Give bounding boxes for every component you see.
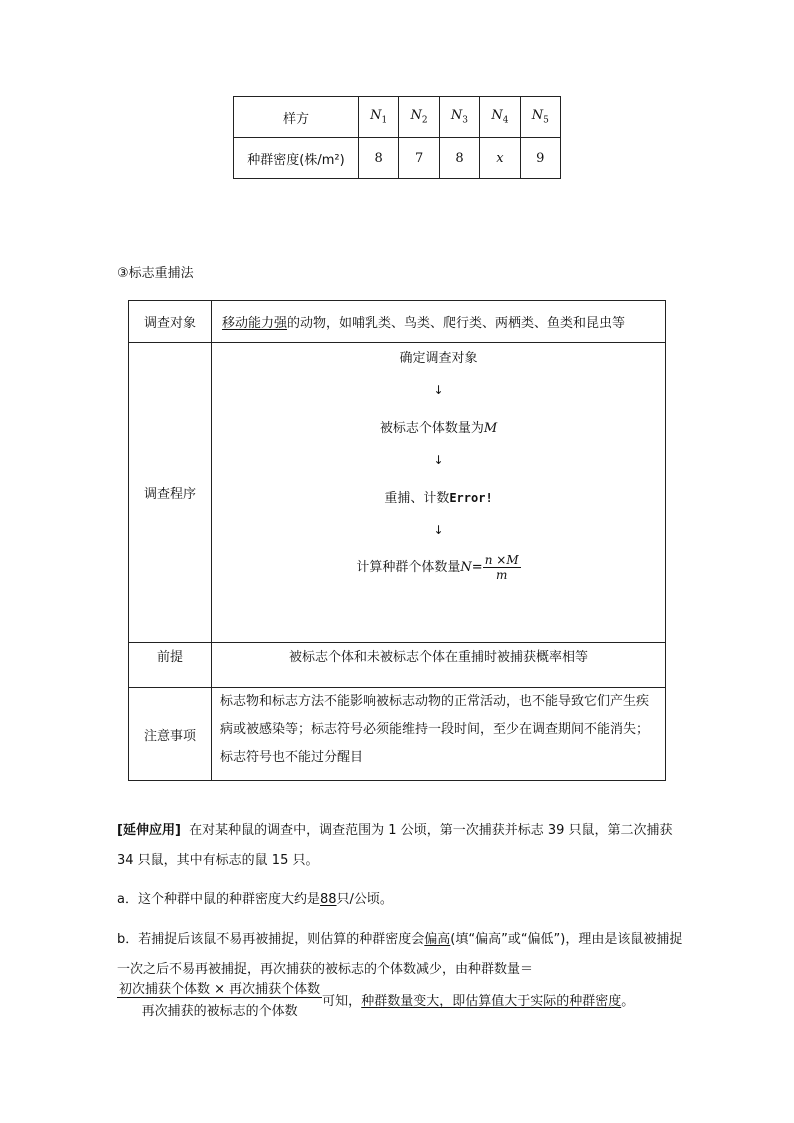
row-label: 调查程序 bbox=[129, 343, 212, 643]
down-arrow-icon: ↓ bbox=[433, 453, 444, 467]
step-text: 被标志个体数量为M bbox=[379, 421, 498, 436]
table-row bbox=[234, 138, 561, 179]
table-cell: 8 bbox=[439, 138, 479, 179]
table-row bbox=[129, 643, 666, 688]
plot-header: $N_4$ bbox=[480, 97, 520, 138]
underlined-answer: 移动能力强 bbox=[222, 316, 288, 331]
table-cell: 9 bbox=[520, 138, 560, 179]
down-arrow-icon: ↓ bbox=[433, 383, 444, 397]
table-row bbox=[129, 301, 666, 343]
step-text: 确定调查对象 bbox=[399, 351, 478, 366]
down-arrow-icon: ↓ bbox=[433, 523, 444, 537]
underlined-answer: 88 bbox=[319, 892, 337, 907]
mark-recapture-table bbox=[128, 300, 666, 781]
plot-header: $N_5$ bbox=[520, 97, 560, 138]
underlined-answer: 种群数量变大，即估算值大于实际的种群密度 bbox=[361, 994, 622, 1009]
item-a: a．这个种群中鼠的种群密度大约是88只/公顷。 bbox=[117, 892, 393, 907]
section-tag: [延伸应用] bbox=[117, 823, 181, 838]
step-text: 重捕、计数Error! bbox=[384, 491, 493, 506]
object-cell: 移动能力强的动物，如哺乳类、鸟类、爬行类、两栖类、鱼类和昆虫等 bbox=[212, 301, 666, 343]
item-b-formula: $\frac{\text{初次捕获个体数 × 再次捕获个体数}}{\text{再次捕获的被标志的个体数}}$ 可知，种群数量变大，即估算值大于实际的种群密度。 bbox=[117, 978, 697, 1020]
extension-intro: [延伸应用] 在对某种鼠的调查中，调查范围为 1 公顷，第一次捕获并标志 39 只鼠，第二次捕获 34 只鼠，其中有标志的鼠 15 只。 bbox=[117, 823, 673, 868]
procedure-cell bbox=[212, 343, 666, 643]
plot-header: $N_1$ bbox=[359, 97, 399, 138]
table-cell: x bbox=[480, 138, 520, 179]
row-label: 种群密度(株/m²) bbox=[234, 138, 359, 179]
row-label: 注意事项 bbox=[129, 688, 212, 781]
sample-density-table bbox=[233, 96, 561, 179]
column-header: 样方 bbox=[234, 97, 359, 138]
notes-cell: 标志物和标志方法不能影响被标志动物的正常活动，也不能导致它们产生疾病或被感染等；标志符号必须能维持一段时间，至少在调查期间不能消失；标志符号也不能过分醒目 bbox=[212, 688, 666, 781]
error-text: Error! bbox=[449, 491, 493, 505]
row-label: 调查对象 bbox=[129, 301, 212, 343]
plot-header: $N_2$ bbox=[399, 97, 439, 138]
row-label: 前提 bbox=[129, 643, 212, 688]
fraction: $\frac{n \times M}{m}$ bbox=[484, 553, 519, 582]
item-b: b．若捕捉后该鼠不易再被捕捉，则估算的种群密度会偏高(填“偏高”或“偏低”)，理由是该鼠被捕捉一次之后不易再被捕捉，再次捕获的被标志的个体数减少，由种群数量＝ bbox=[117, 932, 683, 977]
table-cell: 7 bbox=[399, 138, 439, 179]
table-row bbox=[129, 343, 666, 643]
table-cell: 8 bbox=[359, 138, 399, 179]
table-row bbox=[234, 97, 561, 138]
premise-cell: 被标志个体和未被标志个体在重捕时被捕获概率相等 bbox=[212, 643, 666, 688]
fraction: $\frac{\text{初次捕获个体数 × 再次捕获个体数}}{\text{再次捕获的被标志的个体数}}$ bbox=[117, 978, 322, 1019]
underlined-answer: 偏高 bbox=[424, 932, 451, 947]
section-title: ③标志重捕法 bbox=[117, 266, 194, 281]
formula: 计算种群个体数量N= $\frac{n \times M}{m}$ bbox=[356, 553, 519, 582]
table-row bbox=[129, 688, 666, 781]
plot-header: $N_3$ bbox=[439, 97, 479, 138]
